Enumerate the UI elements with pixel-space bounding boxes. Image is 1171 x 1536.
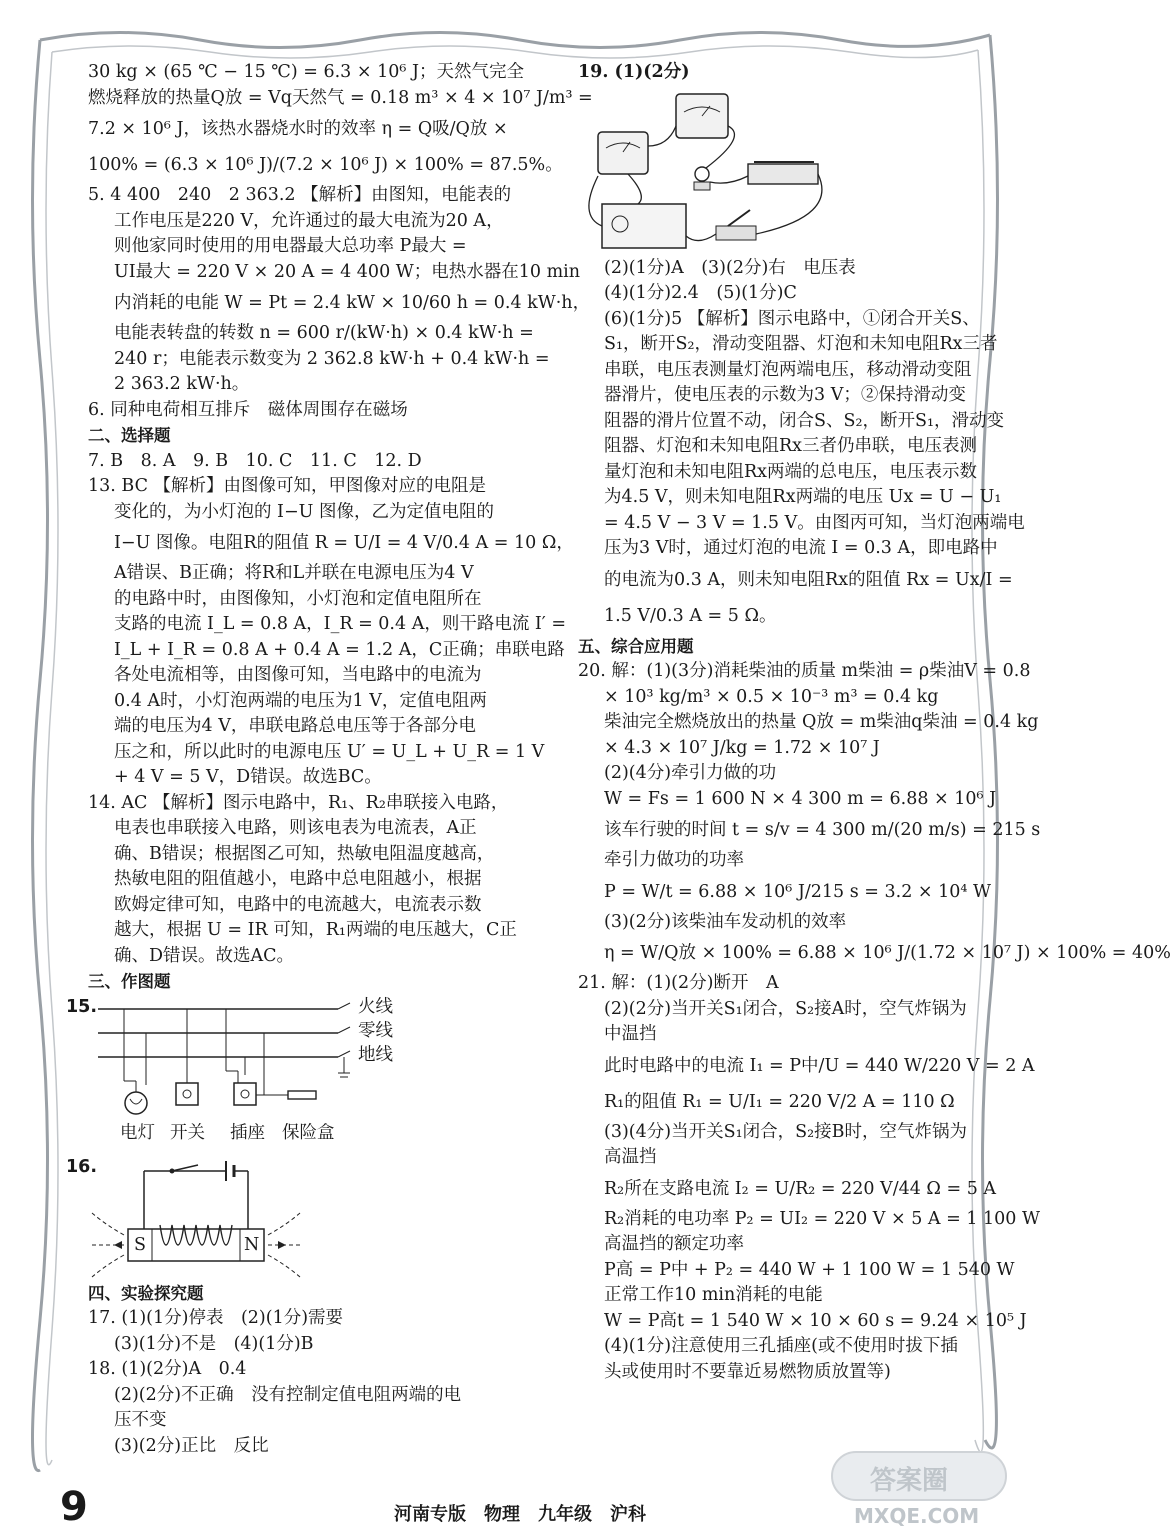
left-lines-line: 工作电压是220 V，允许通过的最大电流为20 A， xyxy=(114,210,504,231)
right-lines-line: P高 = P中 + P₂ = 440 W + 1 100 W = 1 540 W xyxy=(604,1259,1015,1280)
right-lines-line: R₁的阻值 R₁ = U/I₁ = 220 V/2 A = 110 Ω xyxy=(604,1091,955,1112)
right-lines-line: P = W/t = 6.88 × 10⁶ J/215 s = 3.2 × 10⁴ W xyxy=(604,881,991,902)
page-number: 9 xyxy=(60,1484,88,1530)
left-lines-line: I−U 图像。电阻R的阻值 R = U/I = 4 V/0.4 A = 10 Ω， xyxy=(114,533,574,553)
right-lines-line: 20. 解：(1)(3分)消耗柴油的质量 m柴油 = ρ柴油V = 0.8 xyxy=(578,661,1031,681)
right-lines-line: 高温挡 xyxy=(604,1147,657,1167)
left-lines-line: 的电路中时，由图像知，小灯泡和定值电阻所在 xyxy=(114,588,482,609)
left-lines-line: 13. BC 【解析】由图像可知，甲图像对应的电阻是 xyxy=(88,476,487,496)
left-lines-line: A错误、B正确；将R和L并联在电源电压为4 V xyxy=(114,563,474,583)
footer-edition: 河南专版 物理 九年级 沪科 xyxy=(394,1504,646,1525)
left-lines-line: 电表也串联接入电路，则该电表为电流表，A正 xyxy=(114,818,477,838)
right-lines-line: 21. 解：(1)(2分)断开 A xyxy=(578,973,779,993)
apparatus-drawing xyxy=(578,86,994,256)
left-tail-line: (2)(2分)不正确 没有控制定值电阻两端的电 xyxy=(114,1384,462,1405)
left-lines-line: 内消耗的电能 W = Pt = 2.4 kW × 10/60 h = 0.4 kW·h， xyxy=(114,293,591,313)
left-tail-line: (3)(2分)正比 反比 xyxy=(114,1435,269,1456)
right-lines-line: × 4.3 × 10⁷ J/kg = 1.72 × 10⁷ J xyxy=(604,737,880,758)
left-lines-line: UI最大 = 220 V × 20 A = 4 400 W；电热水器在10 min xyxy=(114,261,581,282)
left-lines-line: 欧姆定律可知，电路中的电流越大，电流表示数 xyxy=(114,894,482,915)
question-16-number: 16. xyxy=(66,1156,98,1177)
right-lines-line: 压为3 V时，通过灯泡的电流 I = 0.3 A，即电路中 xyxy=(604,538,998,558)
right-lines-line: 器滑片，使电压表的示数为3 V；②保持滑动变 xyxy=(604,385,966,405)
device-label-lamp: 电灯 xyxy=(120,1122,155,1143)
right-lines-line: 头或使用时不要靠近易燃物质放置等) xyxy=(604,1361,891,1382)
left-tail-lines xyxy=(88,1281,508,1460)
right-lines-line: W = Fs = 1 600 N × 4 300 m = 6.88 × 10⁶ J xyxy=(604,788,997,809)
left-lines-line: 各处电流相等，由图像可知，当电路中的电流为 xyxy=(114,665,482,685)
figure-19-circuit-apparatus xyxy=(578,86,994,256)
right-lines-line: (6)(1分)5 【解析】图示电路中，①闭合开关S、 xyxy=(604,308,980,329)
right-lines-line: 量灯泡和未知电阻Rx两端的总电压，电压表示数 xyxy=(604,461,978,482)
right-lines-line: (3)(2分)该柴油车发动机的效率 xyxy=(604,911,847,932)
left-lines-line: 变化的，为小灯泡的 I−U 图像，乙为定值电阻的 xyxy=(114,501,494,522)
right-lines-line: 为4.5 V，则未知电阻Rx两端的电压 Ux = U − U₁ xyxy=(604,487,1002,507)
right-lines-line: S₁，断开S₂，滑动变阻器、灯泡和未知电阻Rx三者 xyxy=(604,334,998,354)
left-tail-line: 压不变 xyxy=(114,1410,167,1430)
right-lines-line: η = W/Q放 × 100% = 6.88 × 10⁶ J/(1.72 × 10⁷ J) × 100% = 40% xyxy=(604,943,1171,963)
wire-label-neutral: 零线 xyxy=(358,1020,393,1041)
left-lines-line: 5. 4 400 240 2 363.2 【解析】由图知，电能表的 xyxy=(88,185,512,205)
left-lines-line: I_L + I_R = 0.8 A + 0.4 A = 1.2 A，C正确；串联电路 xyxy=(114,639,565,660)
left-lines-line: 压之和，所以此时的电源电压 U′ = U_L + U_R = 1 V xyxy=(114,741,545,762)
left-tail-line: 18. (1)(2分)A 0.4 xyxy=(88,1359,247,1379)
left-lines-line: 确、D错误。故选AC。 xyxy=(114,945,295,966)
right-lines-line: (3)(4分)当开关S₁闭合，S₂接B时，空气炸锅为 xyxy=(604,1121,967,1142)
right-lines-line: 此时电路中的电流 I₁ = P中/U = 440 W/220 V = 2 A xyxy=(604,1055,1035,1076)
left-lines-line: 三、作图题 xyxy=(88,972,171,991)
left-lines-line: 则他家同时使用的用电器最大总功率 P最大 = xyxy=(114,236,467,256)
right-column xyxy=(578,60,1171,1385)
wire-label-ground: 地线 xyxy=(358,1044,393,1065)
electromagnet-diagram xyxy=(88,1155,508,1281)
left-lines-line: 确、B错误；根据图乙可知，热敏电阻温度越高， xyxy=(114,843,495,864)
device-label-fuse-box: 保险盒 xyxy=(282,1122,335,1143)
pole-n-label: N xyxy=(244,1234,260,1255)
right-answer-lines xyxy=(578,256,1171,1386)
left-lines-line: + 4 V = 5 V，D错误。故选BC。 xyxy=(114,767,382,787)
left-lines-line: 0.4 A时，小灯泡两端的电压为1 V，定值电阻两 xyxy=(114,690,487,711)
left-tail-line: 17. (1)(1分)停表 (2)(1分)需要 xyxy=(88,1308,344,1328)
watermark-text: 答案圈 xyxy=(870,1466,949,1496)
right-lines-line: 牵引力做功的功率 xyxy=(604,850,744,870)
right-lines-line: 阻器、灯泡和未知电阻Rx三者仍串联，电压表测 xyxy=(604,436,978,456)
left-lines-line: 端的电压为4 V，串联电路总电压等于各部分电 xyxy=(114,716,476,736)
left-lines-line: 2 363.2 kW·h。 xyxy=(114,374,250,394)
right-lines-line: = 4.5 V − 3 V = 1.5 V。由图丙可知，当灯泡两端电 xyxy=(604,512,1025,533)
right-lines-line: 中温挡 xyxy=(604,1024,657,1044)
left-tail-line: (3)(1分)不是 (4)(1分)B xyxy=(114,1333,314,1354)
right-lines-line: 阻器的滑片位置不动，闭合S、S₂，断开S₁，滑动变 xyxy=(604,410,1004,431)
watermark-logo xyxy=(826,1448,1012,1532)
right-lines-line: 柴油完全燃烧放出的热量 Q放 = m柴油q柴油 = 0.4 kg xyxy=(604,712,1039,732)
right-lines-line: R₂消耗的电功率 P₂ = UI₂ = 220 V × 5 A = 1 100 W xyxy=(604,1208,1040,1229)
left-lines-line: 7.2 × 10⁶ J，该热水器烧水时的效率 η = Q吸/Q放 × xyxy=(88,119,508,139)
right-lines-line: × 10³ kg/m³ × 0.5 × 10⁻³ m³ = 0.4 kg xyxy=(604,686,939,707)
question-19-heading: 19. (1)(2分) xyxy=(578,62,690,82)
right-lines-line: 1.5 V/0.3 A = 5 Ω。 xyxy=(604,605,777,626)
left-lines-line: 100% = (6.3 × 10⁶ J)/(7.2 × 10⁶ J) × 100% = 87.5%。 xyxy=(88,155,563,175)
right-lines-line: (4)(1分)注意使用三孔插座(或不使用时拔下插 xyxy=(604,1336,958,1356)
right-lines-line: 该车行驶的时间 t = s/v = 4 300 m/(20 m/s) = 215 s xyxy=(604,820,1041,840)
left-column xyxy=(66,60,593,1459)
right-lines-line: R₂所在支路电流 I₂ = U/R₂ = 220 V/44 Ω = 5 A xyxy=(604,1178,997,1199)
left-tail-line: 四、实验探究题 xyxy=(88,1283,204,1303)
right-lines-line: (2)(4分)牵引力做的功 xyxy=(604,763,777,783)
left-lines-line: 二、选择题 xyxy=(88,426,171,445)
left-answer-lines xyxy=(88,60,593,995)
device-label-switch: 开关 xyxy=(170,1122,205,1143)
left-lines-line: 7. B 8. A 9. B 10. C 11. C 12. D xyxy=(88,450,422,471)
left-lines-line: 30 kg × (65 ℃ − 15 ℃) = 6.3 × 10⁶ J；天然气完全 xyxy=(88,62,524,82)
figure-15-household-circuit xyxy=(66,995,508,1155)
device-label-socket: 插座 xyxy=(230,1122,265,1143)
pole-s-label: S xyxy=(134,1234,146,1255)
left-lines-line: 燃烧释放的热量Q放 = Vq天然气 = 0.18 m³ × 4 × 10⁷ J/m³ = xyxy=(88,87,593,108)
right-lines-line: (2)(1分)A (3)(2分)右 电压表 xyxy=(604,257,856,278)
left-lines-line: 电能表转盘的转数 n = 600 r/(kW·h) × 0.4 kW·h = xyxy=(114,323,534,343)
left-lines-line: 越大，根据 U = IR 可知，R₁两端的电压越大，C正 xyxy=(114,920,517,940)
left-lines-line: 240 r；电能表示数变为 2 362.8 kW·h + 0.4 kW·h = xyxy=(114,348,550,369)
right-lines-line: 高温挡的额定功率 xyxy=(604,1234,744,1254)
right-lines-line: (2)(2分)当开关S₁闭合，S₂接A时，空气炸锅为 xyxy=(604,998,967,1019)
question-15-number: 15. xyxy=(66,996,98,1017)
right-lines-line: 串联，电压表测量灯泡两端电压，移动滑动变阻 xyxy=(604,359,972,380)
left-lines-line: 热敏电阻的阻值越小，电路中总电阻越小，根据 xyxy=(114,869,482,889)
figure-16-electromagnet xyxy=(66,1155,508,1281)
left-lines-line: 14. AC 【解析】图示电路中，R₁、R₂串联接入电路， xyxy=(88,792,509,813)
watermark-url: MXQE.COM xyxy=(854,1504,980,1528)
left-lines-line: 支路的电流 I_L = 0.8 A，I_R = 0.4 A，则干路电流 I′ = xyxy=(114,614,566,634)
right-lines-line: (4)(1分)2.4 (5)(1分)C xyxy=(604,283,797,303)
right-lines-line: W = P高t = 1 540 W × 10 × 60 s = 9.24 × 10⁵ J xyxy=(604,1310,1027,1331)
left-lines-line: 6. 同种电荷相互排斥 磁体周围存在磁场 xyxy=(88,399,408,420)
right-lines-line: 五、综合应用题 xyxy=(578,636,694,656)
wire-label-live: 火线 xyxy=(358,996,393,1017)
right-lines-line: 的电流为0.3 A，则未知电阻Rx的阻值 Rx = Ux/I = xyxy=(604,569,1013,590)
right-lines-line: 正常工作10 min消耗的电能 xyxy=(604,1285,823,1305)
